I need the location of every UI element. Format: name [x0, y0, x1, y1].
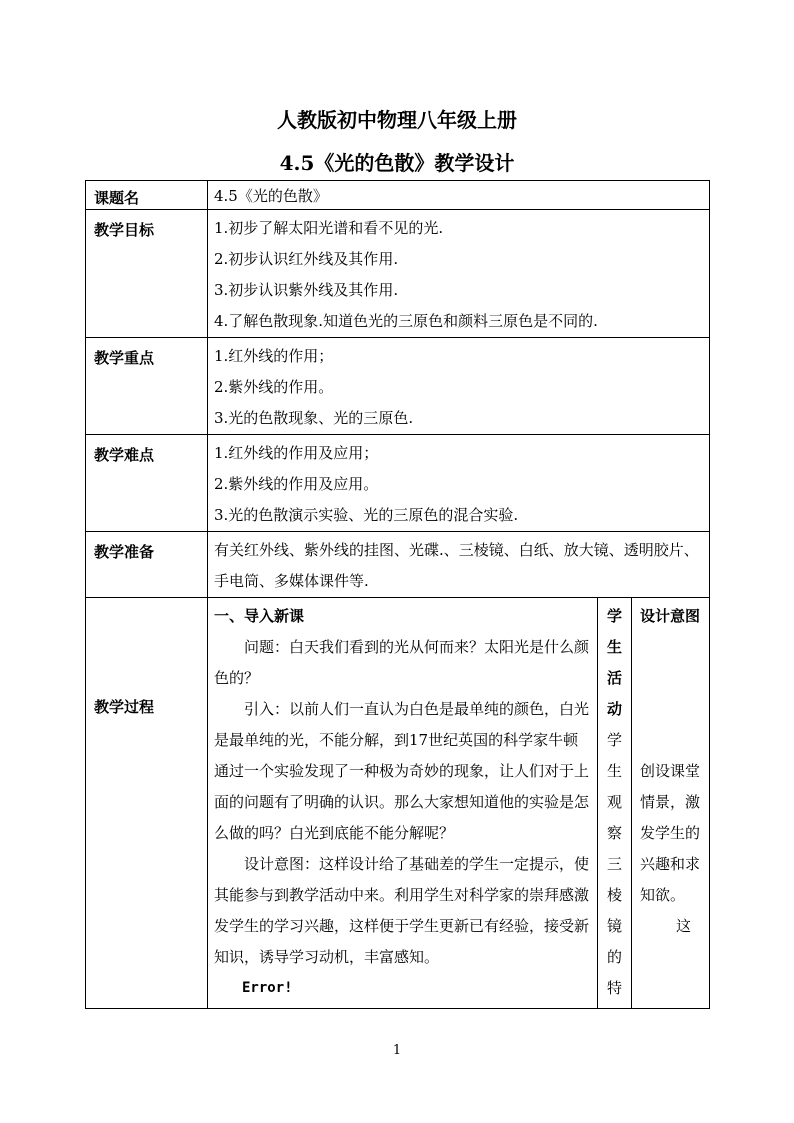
- student-text-char: 察: [606, 824, 622, 842]
- process-main-column: [208, 598, 598, 1008]
- design-intent-paragraph: 设计意图：这样设计给了基础差的学生一定提示，使其能参与到教学活动中来。利用学生对科学家的崇拜感激发学生的学习兴趣，这样便于学生更新已有经验，接受新知识，诱导学习动机，丰富感知。: [214, 855, 590, 966]
- goals-label: 教学目标: [86, 210, 208, 338]
- process-content: [208, 598, 710, 1009]
- difficulty-item: 1.红外线的作用及应用；: [214, 444, 379, 462]
- intro-paragraph: 引入：以前人们一直认为白色是最单纯的颜色，白光是最单纯的光，不能分解，到17世纪英国的科学家牛顿通过一个实验发现了一种极为奇妙的现象，让人们对于上面的问题有了明确的认识。那么大家想知道他的实验是怎么做的吗？白光到底能不能分解呢？: [214, 700, 590, 842]
- student-text-char: 棱: [606, 886, 622, 904]
- lesson-plan-table: [85, 180, 710, 1009]
- student-text-char: 特: [606, 979, 622, 997]
- student-text-char: 生: [606, 762, 622, 780]
- student-header-char: 活: [606, 669, 622, 687]
- student-text-char: 三: [606, 855, 622, 873]
- design-header: 设计意图: [640, 607, 701, 625]
- topic-value: 4.5《光的色散》: [208, 181, 710, 210]
- key-points-content: [208, 338, 710, 435]
- key-point-item: 2.紫外线的作用。: [214, 378, 334, 396]
- row-preparation: [86, 532, 710, 598]
- goal-item: 1.初步了解太阳光谱和看不见的光.: [214, 219, 444, 237]
- student-text-char: 学: [606, 731, 622, 749]
- row-process: [86, 598, 710, 1009]
- design-tail: 这: [675, 917, 691, 935]
- page-number: 1: [392, 1043, 402, 1058]
- difficulties-content: [208, 435, 710, 532]
- goals-content: [208, 210, 710, 338]
- student-text-char: 的: [606, 948, 622, 966]
- goal-item: 4.了解色散现象.知道色光的三原色和颜料三原色是不同的.: [214, 312, 598, 330]
- row-goals: [86, 210, 710, 338]
- difficulty-item: 3.光的色散演示实验、光的三原色的混合实验.: [214, 506, 519, 524]
- error-text: Error!: [242, 980, 293, 996]
- document-title: 人教版初中物理八年级上册: [277, 108, 517, 132]
- goal-item: 2.初步认识红外线及其作用.: [214, 250, 399, 268]
- process-label: 教学过程: [86, 598, 208, 1009]
- question-paragraph: 问题：白天我们看到的光从何而来？太阳光是什么颜色的？: [214, 638, 590, 687]
- student-text-char: 观: [606, 793, 622, 811]
- key-point-item: 1.红外线的作用；: [214, 347, 334, 365]
- design-text: 创设课堂情景，激发学生的兴趣和求知欲。: [640, 762, 701, 904]
- goal-item: 3.初步认识紫外线及其作用.: [214, 281, 399, 299]
- student-activity-column: [598, 598, 632, 1008]
- section-heading: 一、导入新课: [214, 607, 305, 625]
- student-header-char: 学: [606, 607, 622, 625]
- student-text-char: 镜: [606, 917, 622, 935]
- student-header-char: 动: [606, 700, 622, 718]
- row-difficulties: [86, 435, 710, 532]
- topic-label: 课题名: [86, 181, 208, 210]
- design-intent-column: [632, 598, 709, 1008]
- preparation-label: 教学准备: [86, 532, 208, 598]
- document-subtitle: 4.5《光的色散》教学设计: [279, 151, 515, 175]
- difficulties-label: 教学难点: [86, 435, 208, 532]
- preparation-content: 有关红外线、紫外线的挂图、光碟.、三棱镜、白纸、放大镜、透明胶片、手电筒、多媒体课件等.: [208, 532, 710, 598]
- row-topic: [86, 181, 710, 210]
- student-header-char: 生: [606, 638, 622, 656]
- key-points-label: 教学重点: [86, 338, 208, 435]
- difficulty-item: 2.紫外线的作用及应用。: [214, 475, 379, 493]
- row-key-points: [86, 338, 710, 435]
- key-point-item: 3.光的色散现象、光的三原色.: [214, 409, 414, 427]
